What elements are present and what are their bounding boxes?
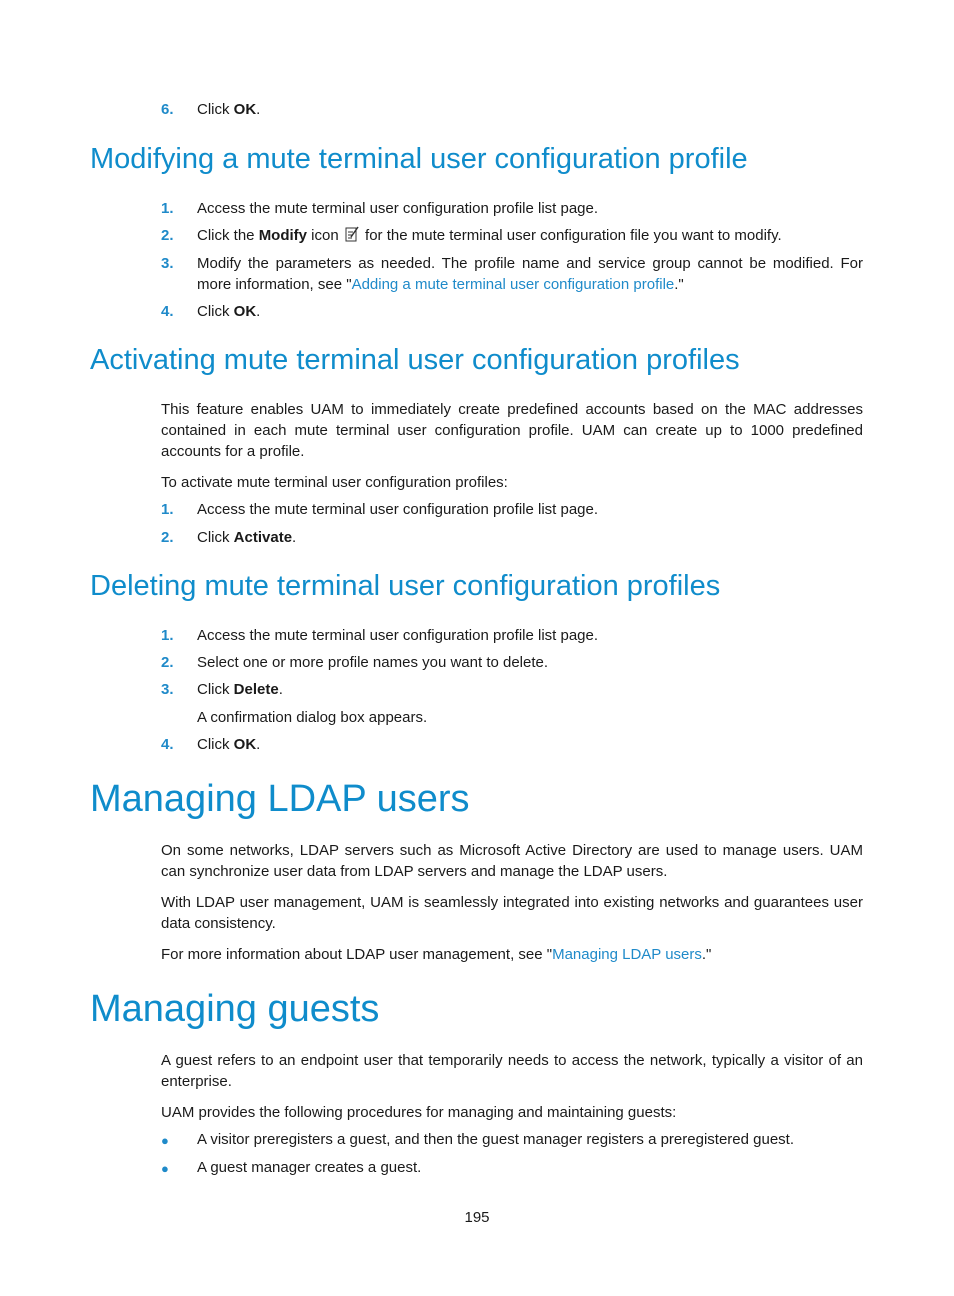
delete-step-1-text: Access the mute terminal user configuration profile list page.: [197, 627, 599, 644]
ldap-paragraph-3: [161, 944, 711, 965]
modify-label: Modify: [258, 227, 308, 244]
section-heading-delete: Deleting mute terminal user configuration profiles: [90, 570, 721, 602]
activate-label: Activate: [233, 529, 293, 546]
guests-bullet-2: A guest manager creates a guest.: [197, 1159, 422, 1176]
step-number: 3.: [161, 681, 174, 698]
text-pre: Click: [197, 303, 234, 320]
modify-step-3-line1: Modify the parameters as needed. The profile name and service group cannot be modified. For: [197, 255, 863, 272]
step-number: 3.: [161, 255, 174, 272]
guests-bullet-1: A visitor preregisters a guest, and then the guest manager registers a preregistered guest.: [197, 1131, 794, 1148]
text-pre: more information, see ": [197, 276, 352, 293]
ok-label: OK: [233, 101, 257, 118]
bullet-icon: ●: [161, 1161, 169, 1176]
ok-label: OK: [233, 303, 257, 320]
step-number: 4.: [161, 736, 174, 753]
chapter-heading-guests: Managing guests: [90, 988, 380, 1030]
modify-step-1-text: Access the mute terminal user configuration profile list page.: [197, 200, 599, 217]
step-number: 1.: [161, 627, 174, 644]
section-heading-activate: Activating mute terminal user configuration profiles: [90, 344, 740, 376]
delete-note: A confirmation dialog box appears.: [197, 709, 428, 726]
activate-step-1-text: Access the mute terminal user configuration profile list page.: [197, 501, 599, 518]
guests-paragraph-1: A guest refers to an endpoint user that temporarily needs to access the network, typically a visitor of an enterprise.: [161, 1052, 863, 1090]
step-number: 1.: [161, 200, 174, 217]
text-post: .": [674, 276, 684, 293]
modify-step-2-text: [197, 225, 782, 248]
step-number: 2.: [161, 654, 174, 671]
delete-step-4-text: [197, 734, 260, 755]
link-managing-ldap-users[interactable]: Managing LDAP users: [552, 946, 702, 963]
delete-step-2-text: Select one or more profile names you want to delete.: [197, 654, 549, 671]
step-text-pre: Click: [197, 101, 234, 118]
ok-label: OK: [233, 736, 257, 753]
step-number: 6.: [161, 101, 174, 118]
text-post: .: [292, 529, 297, 546]
delete-label: Delete: [233, 681, 279, 698]
text-pre: Click: [197, 736, 234, 753]
step-number: 4.: [161, 303, 174, 320]
modify-step-4-text: [197, 301, 260, 322]
text-pre: Click: [197, 681, 234, 698]
activate-paragraph-2: To activate mute terminal user configuration profiles:: [161, 474, 508, 491]
link-adding-profile[interactable]: Adding a mute terminal user configuration profile: [351, 276, 675, 293]
text-mid: icon: [307, 227, 343, 244]
step-number: 2.: [161, 227, 174, 244]
text-post: .: [256, 736, 261, 753]
ldap-paragraph-2: With LDAP user management, UAM is seamlessly integrated into existing networks and guarantees user data consistency.: [161, 894, 863, 932]
text-pre: For more information about LDAP user management, see ": [161, 946, 553, 963]
step-text-post: .: [256, 101, 261, 118]
bullet-icon: ●: [161, 1133, 169, 1148]
activate-paragraph-1: This feature enables UAM to immediately create predefined accounts based on the MAC addresses contained in each mute terminal user configuration profile. UAM can create up to 1000 predefined accounts for a profile.: [161, 401, 863, 460]
step-number: 1.: [161, 501, 174, 518]
edit-icon: [345, 226, 359, 248]
text-post: for the mute terminal user configuration file you want to modify.: [360, 227, 782, 244]
guests-paragraph-2: UAM provides the following procedures for managing and maintaining guests:: [161, 1104, 677, 1121]
page-number: 195: [464, 1209, 490, 1226]
text-post: .: [256, 303, 261, 320]
delete-step-3-text: [197, 679, 283, 700]
text-post: .": [701, 946, 712, 963]
step-number: 2.: [161, 529, 174, 546]
activate-step-2-text: [197, 527, 296, 548]
section-heading-modify: Modifying a mute terminal user configuration profile: [90, 143, 748, 175]
step-6: [161, 99, 174, 120]
ldap-paragraph-1: On some networks, LDAP servers such as Microsoft Active Directory are used to manage users. UAM can synchronize user data from LDAP servers and manage the LDAP users.: [161, 842, 863, 880]
step-text: [197, 99, 260, 120]
text-pre: Click the: [197, 227, 259, 244]
text-pre: Click: [197, 529, 234, 546]
chapter-heading-ldap: Managing LDAP users: [90, 778, 470, 820]
modify-step-3-line2: [197, 274, 684, 295]
text-post: .: [278, 681, 283, 698]
